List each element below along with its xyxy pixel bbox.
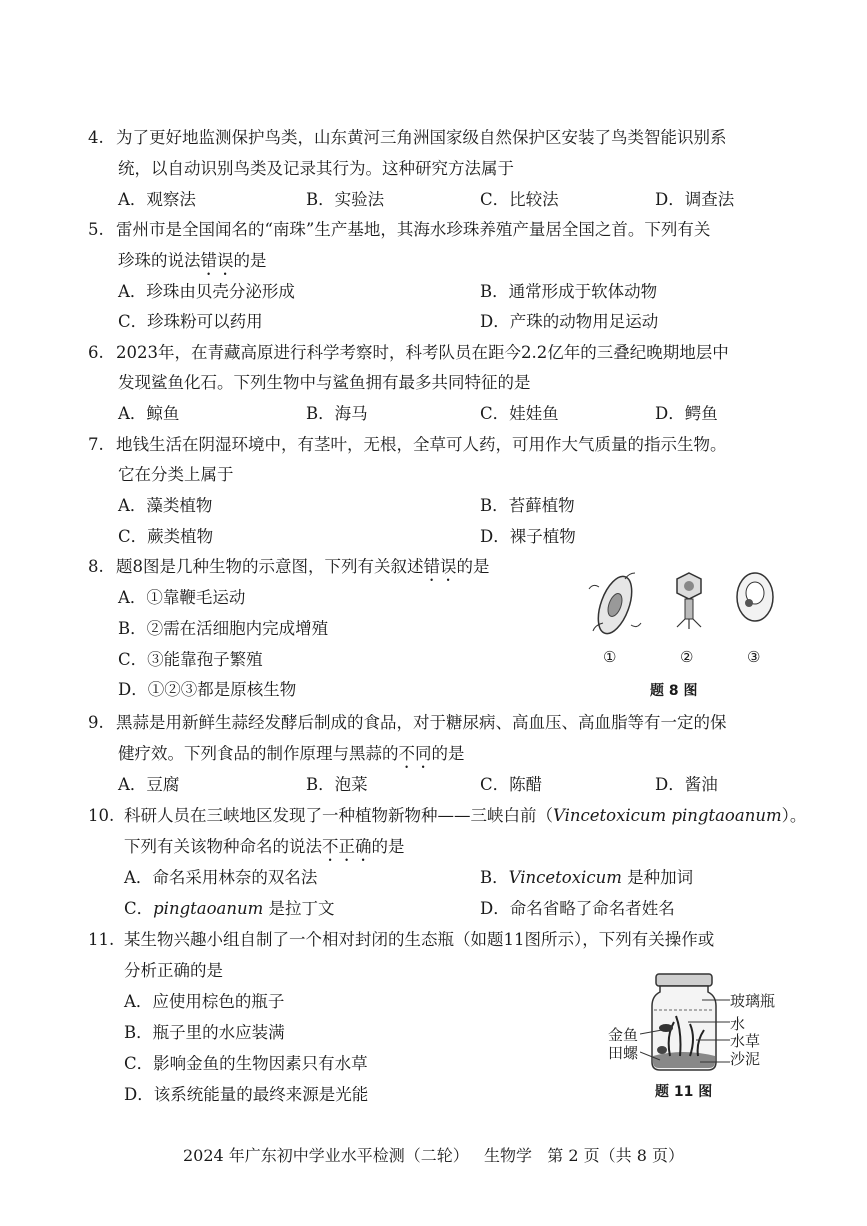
text: 是种加词: [621, 868, 694, 887]
option-b: B．②需在活细胞内完成增殖: [118, 619, 329, 638]
text: 的是: [431, 744, 465, 763]
option-b: [480, 862, 693, 893]
option-a: A．①靠鞭毛运动: [118, 588, 246, 607]
option-a: A．观察法: [118, 190, 196, 209]
scientific-name: Vincetoxicum pingtaoanum: [553, 806, 782, 825]
option-a: A．藻类植物: [118, 496, 213, 515]
text: 的是: [233, 251, 267, 270]
question-text: 题8图是几种生物的示意图，下列有关叙述: [116, 557, 424, 576]
option-d: D．命名省略了命名者姓名: [480, 899, 675, 918]
option-d: D．裸子植物: [480, 527, 576, 546]
text: 是拉丁文: [263, 899, 335, 918]
option-c: [124, 893, 335, 924]
option-b: B．通常形成于软体动物: [480, 282, 658, 301]
text: 的是: [371, 837, 405, 856]
question-text: 地钱生活在阴湿环境中，有茎叶，无根，全草可人药，可用作大气质量的指示生物。: [116, 435, 727, 454]
question-number: 7.: [88, 435, 104, 454]
option-b: B．海马: [306, 404, 368, 423]
option-a: A．命名采用林奈的双名法: [124, 868, 318, 887]
question-10-line2: [124, 831, 405, 865]
label-goldfish: 金鱼: [608, 1026, 639, 1044]
option-c: C．珍珠粉可以药用: [118, 312, 263, 331]
text: ）。: [781, 806, 807, 825]
question-text: 为了更好地监测保护鸟类，山东黄河三角洲国家级自然保护区安装了鸟类智能识别系: [116, 128, 727, 147]
option-b: B．苔藓植物: [480, 496, 575, 515]
question-text: 某生物兴趣小组自制了一个相对封闭的生态瓶（如题11图所示），下列有关操作或: [124, 930, 715, 949]
text: 珍珠的说法: [118, 251, 201, 270]
question-5-line2: [118, 245, 267, 279]
question-text: 2023年，在青藏高原进行科学考察时，科考队员在距今2.2亿年的三叠纪晚期地层中: [116, 343, 729, 362]
question-4-line2: 统，以自动识别鸟类及记录其行为。这种研究方法属于: [118, 159, 514, 178]
label-glass-jar: 玻璃瓶: [730, 992, 776, 1010]
scientific-name: Vincetoxicum: [508, 868, 622, 887]
option-c: C．蕨类植物: [118, 527, 214, 546]
option-a: A．珍珠由贝壳分泌形成: [118, 282, 295, 301]
question-7: [88, 429, 788, 460]
question-number: 10.: [88, 806, 115, 825]
option-c: C．比较法: [480, 190, 559, 209]
option-letter: C．: [124, 899, 154, 918]
question-text: 雷州市是全国闻名的“南珠”生产基地，其海水珍珠养殖产量居全国之首。下列有关: [116, 220, 711, 239]
page-footer: 2024 年广东初中学业水平检测（二轮） 生物学 第 2 页（共 8 页）: [182, 1146, 685, 1165]
option-c: C．陈醋: [480, 775, 543, 794]
text: 的是: [456, 557, 490, 576]
emphasis-text: 不正确: [322, 837, 372, 856]
question-number: 11.: [88, 930, 115, 949]
question-number: 6.: [88, 343, 104, 362]
label-waterweed: 水草: [730, 1032, 761, 1050]
figure-11-caption: 题 11 图: [655, 1084, 713, 1100]
option-d: D．酱油: [655, 775, 718, 794]
option-c: C．娃娃鱼: [480, 404, 559, 423]
label-snail: 田螺: [608, 1044, 639, 1062]
question-10: [88, 800, 807, 831]
label-water: 水: [730, 1015, 746, 1033]
question-9: [88, 707, 788, 738]
question-text: 黑蒜是用新鲜生蒜经发酵后制成的食品，对于糖尿病、高血压、高血脂等有一定的保: [116, 713, 727, 732]
figure-label-1: ①: [603, 648, 617, 666]
question-5: [88, 214, 788, 245]
option-d: D．产珠的动物用足运动: [480, 312, 659, 331]
figure-8-caption: 题 8 图: [650, 683, 698, 699]
option-c: C．影响金鱼的生物因素只有水草: [124, 1054, 368, 1073]
question-number: 4.: [88, 128, 104, 147]
question-4: [88, 122, 788, 153]
question-number: 5.: [88, 220, 104, 239]
figure-11-leader-lines: [640, 990, 732, 1070]
question-number: 9.: [88, 713, 104, 732]
emphasis-text: 不同: [398, 744, 432, 763]
figure-label-3: ③: [747, 648, 761, 666]
question-number: 8.: [88, 557, 104, 576]
option-a: A．豆腐: [118, 775, 180, 794]
option-d: D．调查法: [655, 190, 735, 209]
question-11-line2: 分析正确的是: [124, 961, 223, 980]
question-7-line2: 它在分类上属于: [118, 465, 234, 484]
emphasis-text: 错误: [200, 251, 234, 270]
option-d: D．①②③都是原核生物: [118, 680, 297, 699]
figure-8-illustration: [585, 565, 785, 645]
option-b: B．瓶子里的水应装满: [124, 1023, 285, 1042]
option-d: D．该系统能量的最终来源是光能: [124, 1085, 369, 1104]
figure-label-2: ②: [680, 648, 694, 666]
label-sand-mud: 沙泥: [730, 1050, 761, 1068]
question-11: [88, 924, 788, 955]
option-b: B．泡菜: [306, 775, 368, 794]
option-a: A．应使用棕色的瓶子: [124, 992, 285, 1011]
option-a: A．鲸鱼: [118, 404, 180, 423]
text: 健疗效。下列食品的制作原理与黑蒜的: [118, 744, 399, 763]
option-d: D．鳄鱼: [655, 404, 718, 423]
option-letter: B．: [480, 868, 509, 887]
scientific-name: pingtaoanum: [153, 899, 264, 918]
bacterium-drawing: [589, 572, 641, 638]
text: 下列有关该物种命名的说法: [124, 837, 322, 856]
question-6-line2: 发现鲨鱼化石。下列生物中与鲨鱼拥有最多共同特征的是: [118, 373, 531, 392]
question-9-line2: [118, 738, 465, 772]
yeast-drawing: [737, 573, 773, 621]
question-text: 科研人员在三峡地区发现了一种植物新物种——三峡白前（: [124, 806, 553, 825]
option-b: B．实验法: [306, 190, 385, 209]
option-c: C．③能靠孢子繁殖: [118, 650, 263, 669]
emphasis-text: 错误: [423, 557, 457, 576]
virus-drawing: [677, 573, 701, 629]
question-6: [88, 337, 788, 368]
